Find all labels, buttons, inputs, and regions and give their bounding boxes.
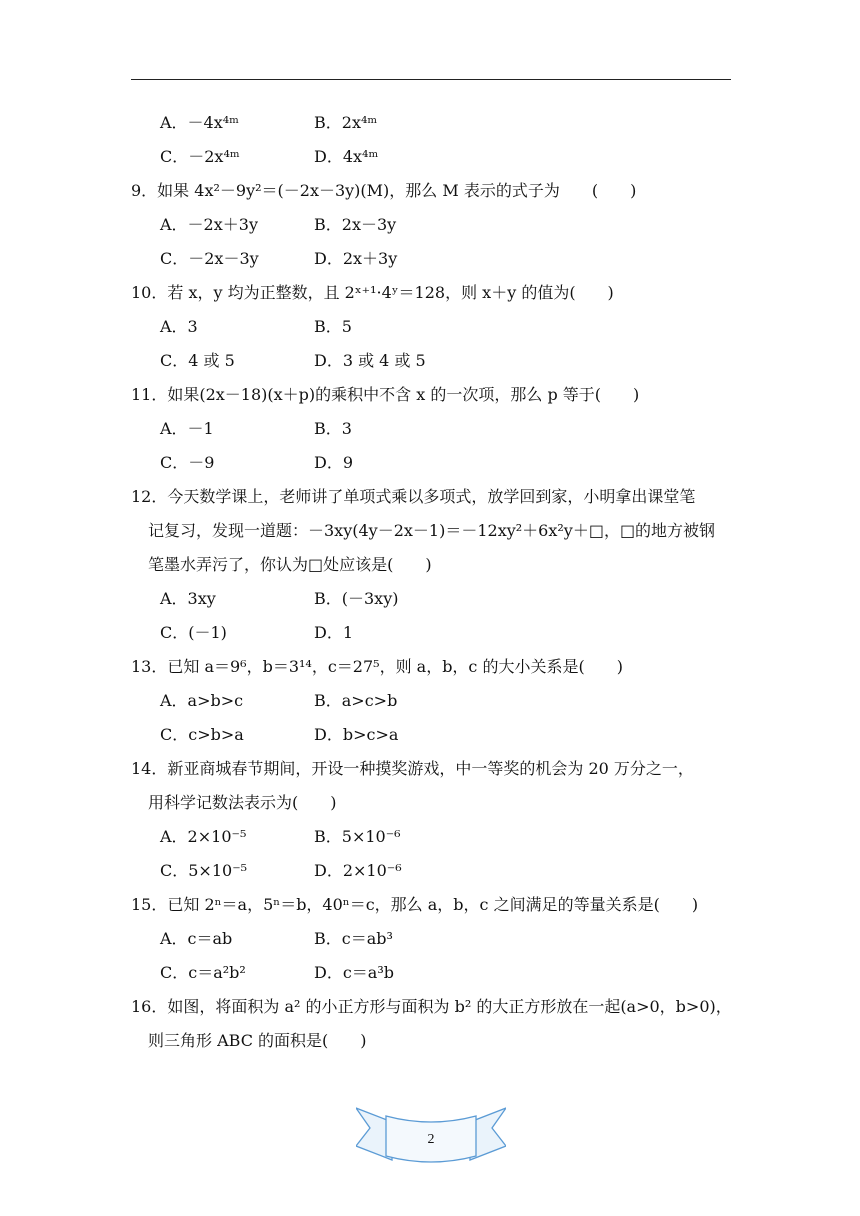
- option: C．－9: [160, 453, 215, 472]
- option-row: [131, 242, 731, 276]
- option: C．c＝a²b²: [160, 963, 246, 982]
- option-row: [131, 854, 731, 888]
- question-stem-continued: 记复习，发现一道题：－3xy(4y－2x－1)＝－12xy²＋6x²y＋□，□的地方被钢: [148, 521, 716, 540]
- option: B．2x⁴ᵐ: [314, 113, 378, 132]
- option-row: [131, 208, 731, 242]
- question-stem: 15．已知 2ⁿ＝a，5ⁿ＝b，40ⁿ＝c，那么 a，b，c 之间满足的等量关系是( ): [131, 895, 699, 914]
- option: A．－1: [160, 419, 214, 438]
- option: D．c＝a³b: [314, 963, 394, 982]
- option-row: [131, 310, 731, 344]
- question-list: [131, 106, 731, 1058]
- option-row: [131, 616, 731, 650]
- question-stem: 13．已知 a＝9⁶，b＝3¹⁴，c＝27⁵，则 a，b，c 的大小关系是( ): [131, 657, 623, 676]
- option: D．2×10⁻⁶: [314, 861, 402, 880]
- option: A．3: [160, 317, 198, 336]
- question-stem: 12．今天数学课上，老师讲了单项式乘以多项式，放学回到家，小明拿出课堂笔: [131, 487, 696, 506]
- option-row: [131, 140, 731, 174]
- option: B．c＝ab³: [314, 929, 393, 948]
- option-row: [131, 344, 731, 378]
- option: C．4 或 5: [160, 351, 235, 370]
- option: C．5×10⁻⁵: [160, 861, 248, 880]
- question-stem: 16．如图，将面积为 a² 的小正方形与面积为 b² 的大正方形放在一起(a>0，b>0)，: [131, 997, 732, 1016]
- option: A．－2x＋3y: [160, 215, 258, 234]
- page-number: 2: [427, 1132, 435, 1147]
- page-number-ribbon: [356, 1100, 506, 1170]
- option: B．a>c>b: [314, 691, 398, 710]
- option: A．2×10⁻⁵: [160, 827, 247, 846]
- option-row: [131, 684, 731, 718]
- option: D．3 或 4 或 5: [314, 351, 426, 370]
- option: D．2x＋3y: [314, 249, 398, 268]
- question-stem: 10．若 x，y 均为正整数，且 2ˣ⁺¹·4ʸ＝128，则 x＋y 的值为( ): [131, 283, 614, 302]
- option: B．(－3xy): [314, 589, 399, 608]
- option: B．5: [314, 317, 352, 336]
- option-row: [131, 582, 731, 616]
- option: A．－4x⁴ᵐ: [160, 113, 239, 132]
- header-rule: [131, 79, 731, 80]
- option: B．2x－3y: [314, 215, 397, 234]
- option-row: [131, 718, 731, 752]
- option: C．－2x－3y: [160, 249, 259, 268]
- option: C．－2x⁴ᵐ: [160, 147, 240, 166]
- option: B．3: [314, 419, 352, 438]
- option: D．4x⁴ᵐ: [314, 147, 379, 166]
- option: B．5×10⁻⁶: [314, 827, 401, 846]
- question-stem: 14．新亚商城春节期间，开设一种摸奖游戏，中一等奖的机会为 20 万分之一，: [131, 759, 694, 778]
- option-row: [131, 446, 731, 480]
- question-stem-continued: 用科学记数法表示为( ): [148, 793, 337, 812]
- option: A．3xy: [160, 589, 216, 608]
- option-row: [131, 412, 731, 446]
- question-stem-continued: 笔墨水弄污了，你认为□处应该是( ): [148, 555, 432, 574]
- option: A．c＝ab: [160, 929, 233, 948]
- option: D．9: [314, 453, 354, 472]
- question-stem-continued: 则三角形 ABC 的面积是( ): [148, 1031, 367, 1050]
- option: C．(－1): [160, 623, 227, 642]
- option-row: [131, 820, 731, 854]
- option-row: [131, 106, 731, 140]
- question-stem: 11．如果(2x－18)(x＋p)的乘积中不含 x 的一次项，那么 p 等于( ): [131, 385, 640, 404]
- option: D．1: [314, 623, 354, 642]
- option-row: [131, 922, 731, 956]
- question-stem: 9．如果 4x²－9y²＝(－2x－3y)(M)，那么 M 表示的式子为 ( ): [131, 181, 637, 200]
- option: D．b>c>a: [314, 725, 399, 744]
- option: C．c>b>a: [160, 725, 244, 744]
- option: A．a>b>c: [160, 691, 244, 710]
- option-row: [131, 956, 731, 990]
